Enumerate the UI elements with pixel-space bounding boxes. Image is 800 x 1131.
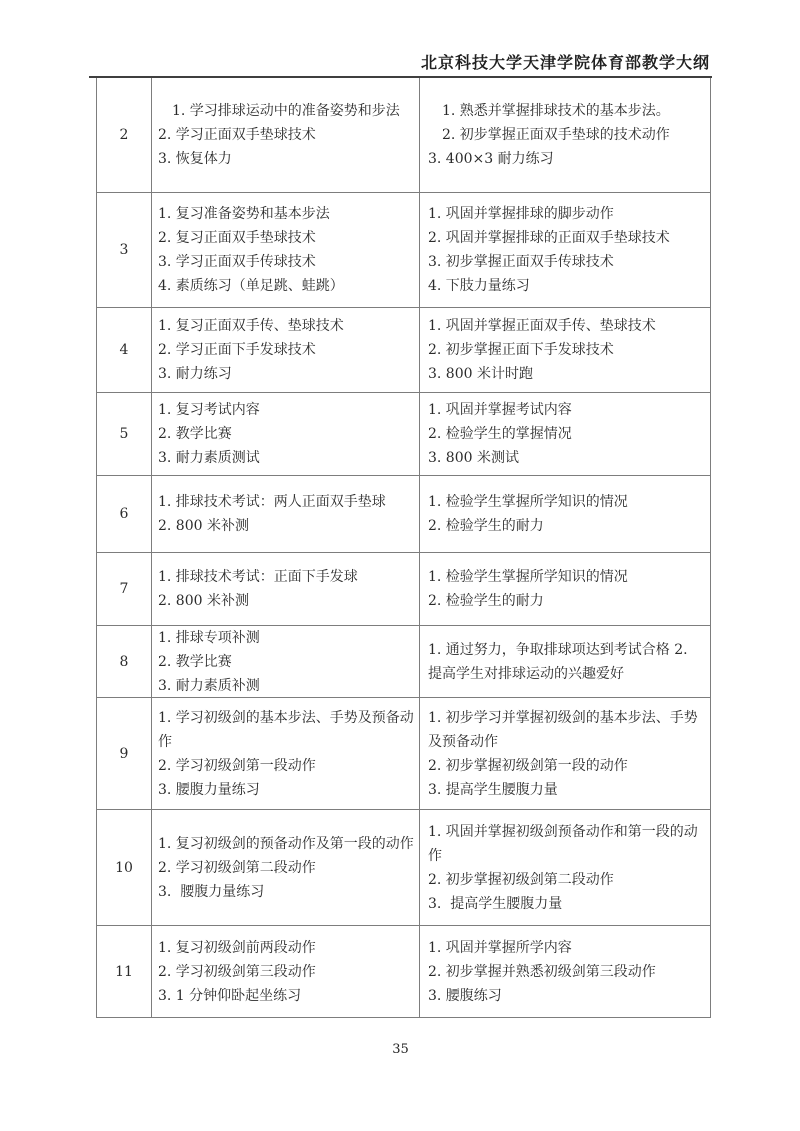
content-line: 3. 耐力练习 bbox=[158, 366, 232, 382]
content-line: 1. 复习初级剑前两段动作 bbox=[158, 939, 316, 956]
week-number: 9 bbox=[119, 745, 129, 762]
objective-line: 2. 检验学生的耐力 bbox=[428, 593, 544, 609]
objective-line: 1. 巩固并掌握正面双手传、垫球技术 bbox=[428, 318, 656, 334]
content-line: 1. 排球专项补测 bbox=[158, 629, 260, 646]
objective-line: 1. 巩固并掌握所学内容 bbox=[428, 939, 572, 956]
week-number: 10 bbox=[115, 859, 133, 876]
objective-line: 2. 初步掌握正面双手垫球的技术动作 bbox=[442, 127, 670, 143]
objective-line: 2. 初步掌握初级剑第一段的动作 bbox=[428, 757, 628, 774]
objective-line: 3. 800 米测试 bbox=[428, 450, 519, 466]
objective-line: 1. 巩固并掌握初级剑预备动作和第一段的动作 bbox=[428, 823, 698, 864]
content-line: 1. 学习排球运动中的准备姿势和步法 bbox=[172, 103, 400, 119]
objective-line: 2. 检验学生的掌握情况 bbox=[428, 426, 572, 442]
content-line: 2. 学习初级剑第三段动作 bbox=[158, 963, 316, 980]
content-line: 1. 排球技术考试：正面下手发球 bbox=[158, 569, 358, 585]
week-number: 3 bbox=[119, 242, 129, 258]
content-line: 3. 腰腹力量练习 bbox=[158, 883, 265, 900]
content-line: 3. 腰腹力量练习 bbox=[158, 781, 260, 798]
objective-line: 1. 巩固并掌握排球的脚步动作 bbox=[428, 206, 614, 222]
content-cell bbox=[152, 698, 420, 810]
table-row bbox=[97, 476, 711, 553]
objectives-cell bbox=[420, 626, 711, 698]
content-line: 1. 复习正面双手传、垫球技术 bbox=[158, 318, 344, 334]
objective-line: 3. 400×3 耐力练习 bbox=[428, 151, 554, 167]
content-cell bbox=[152, 476, 420, 553]
week-cell bbox=[97, 393, 152, 476]
objective-line: 1. 通过努力，争取排球项达到考试合格 2. 提高学生对排球运动的兴趣爱好 bbox=[428, 641, 693, 682]
content-cell bbox=[152, 926, 420, 1018]
week-cell bbox=[97, 78, 152, 193]
week-number: 11 bbox=[115, 963, 133, 980]
content-line: 2. 800 米补测 bbox=[158, 518, 249, 534]
table-row bbox=[97, 926, 711, 1018]
objective-line: 1. 检验学生掌握所学知识的情况 bbox=[428, 569, 628, 585]
content-line: 1. 复习考试内容 bbox=[158, 402, 260, 418]
objective-line: 1. 巩固并掌握考试内容 bbox=[428, 402, 572, 418]
week-number: 2 bbox=[119, 127, 129, 143]
content-line: 3. 1 分钟仰卧起坐练习 bbox=[158, 987, 302, 1004]
content-line: 3. 耐力素质补测 bbox=[158, 677, 260, 694]
objective-line: 1. 检验学生掌握所学知识的情况 bbox=[428, 494, 628, 510]
week-cell bbox=[97, 698, 152, 810]
table-row bbox=[97, 193, 711, 308]
objective-line: 2. 初步掌握初级剑第二段动作 bbox=[428, 871, 614, 888]
week-number: 7 bbox=[119, 581, 129, 597]
objective-line: 2. 检验学生的耐力 bbox=[428, 518, 544, 534]
table-row bbox=[97, 308, 711, 393]
content-line: 2. 教学比赛 bbox=[158, 653, 232, 670]
objective-line: 2. 初步掌握并熟悉初级剑第三段动作 bbox=[428, 963, 656, 980]
objectives-cell bbox=[420, 308, 711, 393]
content-cell bbox=[152, 78, 420, 193]
content-cell bbox=[152, 393, 420, 476]
content-line: 3. 恢复体力 bbox=[158, 151, 232, 167]
objective-line: 3. 800 米计时跑 bbox=[428, 366, 533, 382]
content-line: 2. 教学比赛 bbox=[158, 426, 232, 442]
table-row bbox=[97, 553, 711, 626]
objectives-cell bbox=[420, 476, 711, 553]
objectives-cell bbox=[420, 553, 711, 626]
content-line: 1. 复习准备姿势和基本步法 bbox=[158, 206, 330, 222]
table-row bbox=[97, 698, 711, 810]
content-line: 1. 排球技术考试：两人正面双手垫球 bbox=[158, 494, 386, 510]
week-cell bbox=[97, 626, 152, 698]
week-cell bbox=[97, 476, 152, 553]
content-line: 2. 学习初级剑第一段动作 bbox=[158, 757, 316, 774]
content-line: 1. 复习初级剑的预备动作及第一段的动作 bbox=[158, 835, 414, 852]
week-cell bbox=[97, 553, 152, 626]
objective-line: 2. 初步掌握正面下手发球技术 bbox=[428, 342, 614, 358]
objective-line: 4. 下肢力量练习 bbox=[428, 278, 530, 294]
schedule-table bbox=[96, 78, 711, 1018]
content-line: 1. 学习初级剑的基本步法、手势及预备动作 bbox=[158, 709, 414, 750]
week-number: 6 bbox=[119, 506, 129, 522]
content-line: 3. 学习正面双手传球技术 bbox=[158, 254, 316, 270]
week-number: 5 bbox=[119, 426, 129, 442]
week-cell bbox=[97, 308, 152, 393]
table-row bbox=[97, 78, 711, 193]
content-line: 3. 耐力素质测试 bbox=[158, 450, 260, 466]
table-row bbox=[97, 626, 711, 698]
objectives-cell bbox=[420, 698, 711, 810]
objective-line: 3. 初步掌握正面双手传球技术 bbox=[428, 254, 614, 270]
objective-line: 3. 提高学生腰腹力量 bbox=[428, 895, 563, 912]
objective-line: 2. 巩固并掌握排球的正面双手垫球技术 bbox=[428, 230, 670, 246]
page-footer bbox=[89, 1042, 712, 1057]
content-cell bbox=[152, 810, 420, 926]
table-row bbox=[97, 393, 711, 476]
page-number: 35 bbox=[392, 1042, 409, 1057]
objectives-cell bbox=[420, 810, 711, 926]
content-line: 2. 学习初级剑第二段动作 bbox=[158, 859, 316, 876]
objective-line: 3. 提高学生腰腹力量 bbox=[428, 781, 558, 798]
content-line: 2. 复习正面双手垫球技术 bbox=[158, 230, 316, 246]
objective-line: 1. 初步学习并掌握初级剑的基本步法、手势及预备动作 bbox=[428, 709, 698, 750]
objectives-cell bbox=[420, 393, 711, 476]
objectives-cell bbox=[420, 926, 711, 1018]
content-line: 2. 学习正面下手发球技术 bbox=[158, 342, 316, 358]
objectives-cell bbox=[420, 78, 711, 193]
content-cell bbox=[152, 626, 420, 698]
objective-line: 3. 腰腹练习 bbox=[428, 987, 502, 1004]
header-title: 北京科技大学天津学院体育部教学大纲 bbox=[420, 53, 710, 72]
week-number: 4 bbox=[119, 342, 129, 358]
week-cell bbox=[97, 810, 152, 926]
week-number: 8 bbox=[119, 653, 129, 670]
content-cell bbox=[152, 193, 420, 308]
content-cell bbox=[152, 553, 420, 626]
content-cell bbox=[152, 308, 420, 393]
page-header bbox=[89, 0, 712, 78]
page-content bbox=[89, 0, 712, 1057]
content-line: 2. 学习正面双手垫球技术 bbox=[158, 127, 316, 143]
content-line: 2. 800 米补测 bbox=[158, 593, 249, 609]
objectives-cell bbox=[420, 193, 711, 308]
objective-line: 1. 熟悉并掌握排球技术的基本步法。 bbox=[442, 103, 670, 119]
week-cell bbox=[97, 926, 152, 1018]
table-row bbox=[97, 810, 711, 926]
content-line: 4. 素质练习（单足跳、蛙跳） bbox=[158, 278, 344, 294]
week-cell bbox=[97, 193, 152, 308]
